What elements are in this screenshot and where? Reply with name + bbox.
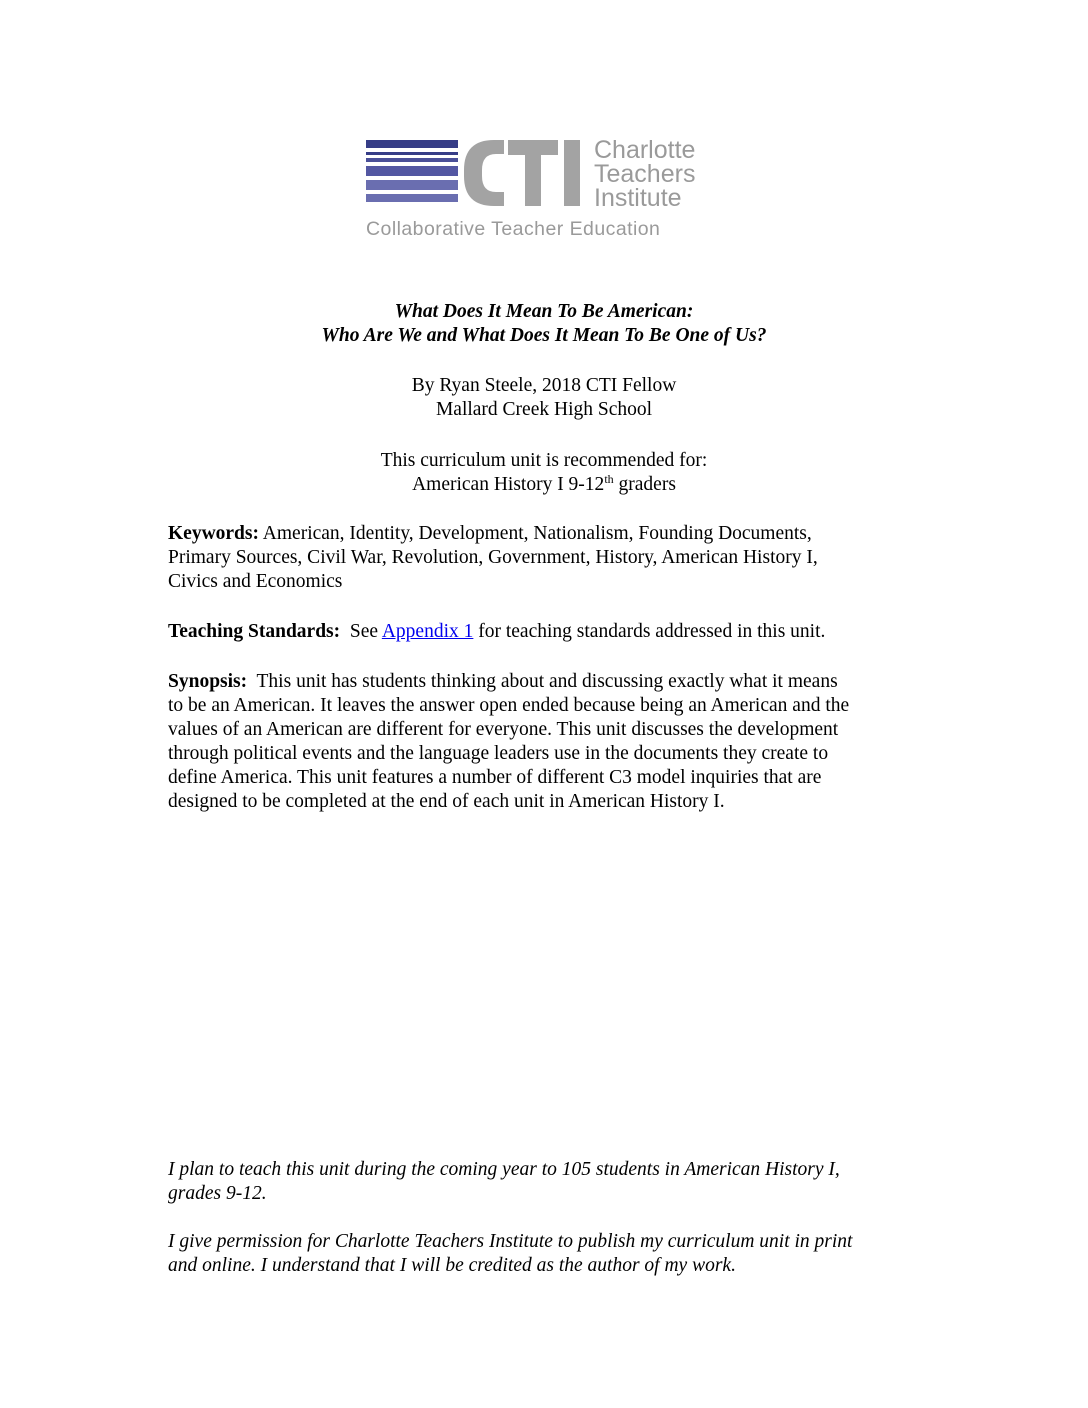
synopsis-text-1: This unit has students thinking about and discussing exactly what it means [247, 671, 838, 692]
title-line-2: Who Are We and What Does It Mean To Be One of Us? [321, 325, 767, 346]
teaching-standards-paragraph [168, 620, 928, 644]
synopsis-line-1 [168, 670, 928, 694]
logo-tagline: Collaborative Teacher Education [366, 218, 661, 240]
keywords-line-3: Civics and Economics [168, 571, 343, 592]
synopsis-line-5: define America. This unit features a number of different C3 model inquiries that are [168, 767, 822, 788]
teaching-standards-line [168, 620, 928, 644]
keywords-line-1 [168, 522, 928, 546]
plan-line-2: grades 9-12. [168, 1183, 267, 1204]
teaching-standards-suffix: for teaching standards addressed in this unit. [473, 621, 826, 642]
teaching-standards-label: Teaching Standards: [168, 621, 341, 642]
title-line-1: What Does It Mean To Be American: [394, 301, 694, 322]
synopsis-line-2: to be an American. It leaves the answer open ended because being an American and the [168, 695, 850, 716]
recommendation-line-1: This curriculum unit is recommended for: [380, 450, 708, 471]
permission-line-2: and online. I understand that I will be credited as the author of my work. [168, 1255, 736, 1276]
keywords-label: Keywords: [168, 523, 259, 544]
synopsis-line-6: designed to be completed at the end of each unit in American History I. [168, 791, 725, 812]
permission-line-1: I give permission for Charlotte Teachers Institute to publish my curriculum unit in print [168, 1231, 853, 1252]
keywords-text-1: American, Identity, Development, Nationalism, Founding Documents, [259, 523, 812, 544]
author-block [0, 374, 1088, 422]
synopsis-paragraph [168, 670, 928, 814]
appendix-1-link[interactable]: Appendix 1 [381, 621, 474, 642]
keywords-paragraph [168, 522, 928, 594]
author-byline: By Ryan Steele, 2018 CTI Fellow [411, 375, 677, 396]
recommendation-line-2 [0, 473, 1088, 497]
synopsis-line-4: through political events and the language leaders use in the documents they create to [168, 743, 829, 764]
keywords-line-2: Primary Sources, Civil War, Revolution, Government, History, American History I, [168, 547, 818, 568]
permission-statement [168, 1230, 928, 1278]
synopsis-line-3: values of an American are different for everyone. This unit discusses the development [168, 719, 839, 740]
synopsis-label: Synopsis: [168, 671, 248, 692]
logo-name-line-1: Charlotte [594, 136, 696, 164]
logo-name-line-3: Institute [594, 184, 682, 212]
author-school: Mallard Creek High School [435, 399, 653, 420]
recommendation-grade-prefix: American History I 9-12 [412, 474, 605, 495]
plan-line-1: I plan to teach this unit during the coming year to 105 students in American History I, [168, 1159, 840, 1180]
recommendation-block [0, 449, 1088, 497]
cti-logo [366, 136, 726, 244]
recommendation-grade-suffix: graders [613, 474, 676, 495]
recommendation-grade-sup: th [604, 472, 614, 486]
plan-statement [168, 1158, 928, 1206]
teaching-standards-prefix: See [340, 621, 382, 642]
logo-name-line-2: Teachers [594, 160, 696, 188]
document-title [0, 300, 1088, 348]
